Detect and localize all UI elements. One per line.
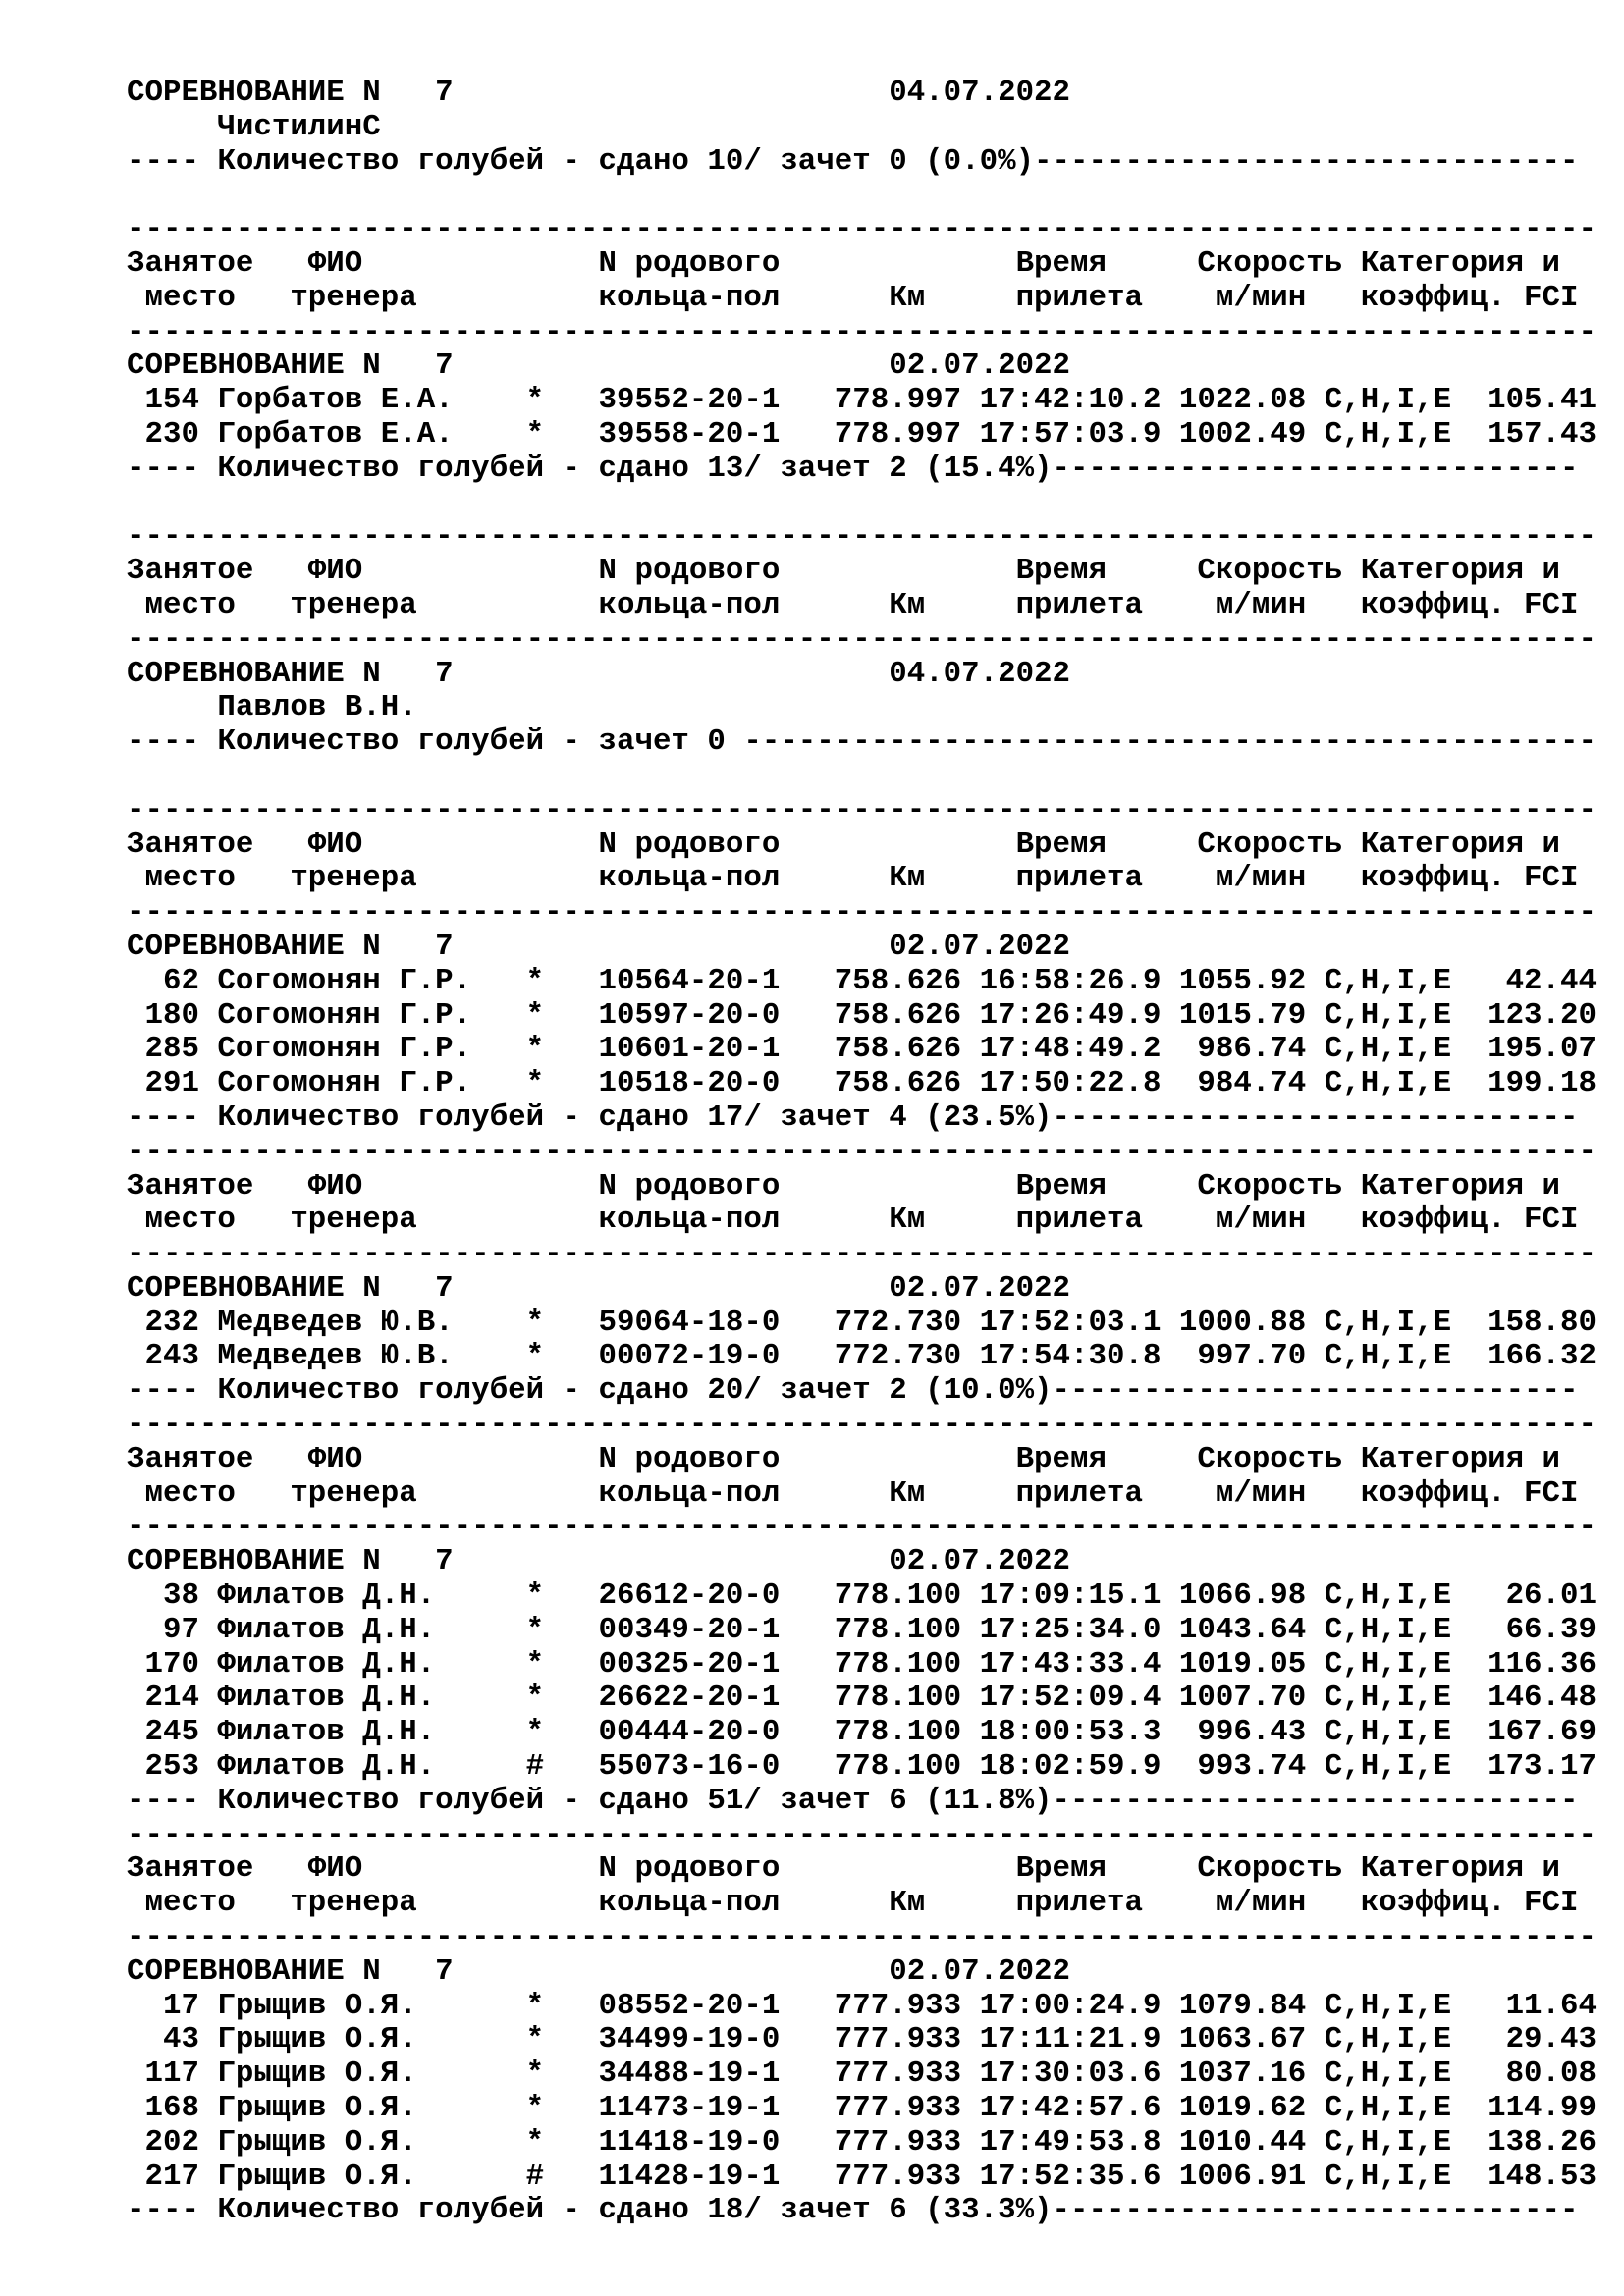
- report-line: место тренера кольца-пол Км прилета м/мин коэффиц. FCI: [127, 280, 1579, 315]
- report-line: СОРЕВНОВАНИЕ N 7 02.07.2022: [127, 1953, 1071, 1989]
- report-line: место тренера кольца-пол Км прилета м/мин коэффиц. FCI: [127, 1202, 1579, 1238]
- report-line: ---------------------------------------------------------------------------------: [127, 1134, 1597, 1169]
- report-line: ---------------------------------------------------------------------------------: [127, 1408, 1597, 1443]
- report-line: ---- Количество голубей - сдано 51/ зачет 6 (11.8%)-----------------------------: [127, 1783, 1579, 1818]
- report-line: ---------------------------------------------------------------------------------: [127, 621, 1597, 657]
- report-line: 291 Согомонян Г.Р. * 10518-20-0 758.626 17:50:22.8 984.74 C,H,I,E 199.18: [127, 1066, 1597, 1101]
- report-line: 243 Медведев Ю.В. * 00072-19-0 772.730 17:54:30.8 997.70 C,H,I,E 166.32: [127, 1339, 1597, 1374]
- report-line: 285 Согомонян Г.Р. * 10601-20-1 758.626 17:48:49.2 986.74 C,H,I,E 195.07: [127, 1032, 1597, 1067]
- report-line: Занятое ФИО N родового Время Скорость Категория и: [127, 827, 1561, 862]
- report-line: 154 Горбатов Е.А. * 39552-20-1 778.997 17:42:10.2 1022.08 C,H,I,E 105.41: [127, 383, 1597, 418]
- report-line: ---------------------------------------------------------------------------------: [127, 1237, 1597, 1272]
- report-line: 253 Филатов Д.Н. # 55073-16-0 778.100 18:02:59.9 993.74 C,H,I,E 173.17: [127, 1749, 1597, 1785]
- report-line: ---- Количество голубей - зачет 0 -----------------------------------------------: [127, 724, 1597, 760]
- report-line: ---------------------------------------------------------------------------------: [127, 1510, 1597, 1545]
- report-line: СОРЕВНОВАНИЕ N 7 02.07.2022: [127, 348, 1071, 384]
- report-line: 43 Грыщив О.Я. * 34499-19-0 777.933 17:11:21.9 1063.67 C,H,I,E 29.43: [127, 2022, 1597, 2057]
- report-line: ---------------------------------------------------------------------------------: [127, 792, 1597, 828]
- report-line: 38 Филатов Д.Н. * 26612-20-0 778.100 17:09:15.1 1066.98 C,H,I,E 26.01: [127, 1578, 1597, 1614]
- report-line: 202 Грыщив О.Я. * 11418-19-0 777.933 17:49:53.8 1010.44 C,H,I,E 138.26: [127, 2124, 1597, 2160]
- report-line: [127, 760, 1597, 794]
- report-line: место тренера кольца-пол Км прилета м/мин коэффиц. FCI: [127, 1475, 1579, 1511]
- report-line: 170 Филатов Д.Н. * 00325-20-1 778.100 17:43:33.4 1019.05 C,H,I,E 116.36: [127, 1646, 1597, 1682]
- report-line: 17 Грыщив О.Я. * 08552-20-1 777.933 17:00:24.9 1079.84 C,H,I,E 11.64: [127, 1988, 1597, 2023]
- report-line: место тренера кольца-пол Км прилета м/мин коэффиц. FCI: [127, 861, 1579, 896]
- report-line: ---------------------------------------------------------------------------------: [127, 314, 1597, 349]
- report-line: ---- Количество голубей - сдано 20/ зачет 2 (10.0%)-----------------------------: [127, 1373, 1579, 1409]
- report-line: Занятое ФИО N родового Время Скорость Категория и: [127, 1851, 1561, 1887]
- report-line: [127, 487, 1597, 521]
- report-line: ---- Количество голубей - сдано 13/ зачет 2 (15.4%)-----------------------------: [127, 451, 1579, 486]
- report-line: 245 Филатов Д.Н. * 00444-20-0 778.100 18:00:53.3 996.43 C,H,I,E 167.69: [127, 1715, 1597, 1750]
- results-report: [127, 77, 1597, 2228]
- report-line: место тренера кольца-пол Км прилета м/мин коэффиц. FCI: [127, 587, 1579, 622]
- report-line: 180 Согомонян Г.Р. * 10597-20-0 758.626 17:26:49.9 1015.79 C,H,I,E 123.20: [127, 997, 1597, 1033]
- report-line: Занятое ФИО N родового Время Скорость Категория и: [127, 245, 1561, 281]
- report-line: 62 Согомонян Г.Р. * 10564-20-1 758.626 16:58:26.9 1055.92 C,H,I,E 42.44: [127, 963, 1597, 998]
- report-line: Занятое ФИО N родового Время Скорость Категория и: [127, 1441, 1561, 1476]
- report-line: [127, 179, 1597, 213]
- report-line: ---------------------------------------------------------------------------------: [127, 895, 1597, 931]
- report-line: 97 Филатов Д.Н. * 00349-20-1 778.100 17:25:34.0 1043.64 C,H,I,E 66.39: [127, 1612, 1597, 1647]
- report-line: 217 Грыщив О.Я. # 11428-19-1 777.933 17:52:35.6 1006.91 C,H,I,E 148.53: [127, 2159, 1597, 2194]
- report-line: место тренера кольца-пол Км прилета м/мин коэффиц. FCI: [127, 1886, 1579, 1921]
- report-line: 168 Грыщив О.Я. * 11473-19-1 777.933 17:42:57.6 1019.62 C,H,I,E 114.99: [127, 2091, 1597, 2126]
- report-line: СОРЕВНОВАНИЕ N 7 02.07.2022: [127, 929, 1071, 964]
- report-line: СОРЕВНОВАНИЕ N 7 04.07.2022: [127, 76, 1071, 110]
- report-line: СОРЕВНОВАНИЕ N 7 02.07.2022: [127, 1544, 1071, 1579]
- report-line: ---- Количество голубей - сдано 17/ зачет 4 (23.5%)-----------------------------: [127, 1099, 1579, 1135]
- report-line: ---------------------------------------------------------------------------------: [127, 1920, 1597, 1955]
- report-line: 230 Горбатов Е.А. * 39558-20-1 778.997 17:57:03.9 1002.49 C,H,I,E 157.43: [127, 416, 1597, 452]
- report-line: ---------------------------------------------------------------------------------: [127, 212, 1597, 247]
- report-line: СОРЕВНОВАНИЕ N 7 04.07.2022: [127, 656, 1071, 691]
- report-line: Павлов В.Н.: [127, 690, 417, 725]
- report-line: Занятое ФИО N родового Время Скорость Категория и: [127, 1168, 1561, 1203]
- report-line: ---------------------------------------------------------------------------------: [127, 519, 1597, 555]
- report-line: ЧистилинС: [127, 109, 381, 144]
- report-line: СОРЕВНОВАНИЕ N 7 02.07.2022: [127, 1270, 1071, 1306]
- report-line: 117 Грыщив О.Я. * 34488-19-1 777.933 17:30:03.6 1037.16 C,H,I,E 80.08: [127, 2056, 1597, 2092]
- report-line: Занятое ФИО N родового Время Скорость Категория и: [127, 554, 1561, 589]
- report-line: 214 Филатов Д.Н. * 26622-20-1 778.100 17:52:09.4 1007.70 C,H,I,E 146.48: [127, 1681, 1597, 1716]
- report-line: ---- Количество голубей - сдано 10/ зачет 0 (0.0%)------------------------------: [127, 143, 1579, 179]
- report-line: 232 Медведев Ю.В. * 59064-18-0 772.730 17:52:03.1 1000.88 C,H,I,E 158.80: [127, 1305, 1597, 1340]
- report-line: ---- Количество голубей - сдано 18/ зачет 6 (33.3%)-----------------------------: [127, 2193, 1579, 2228]
- report-line: ---------------------------------------------------------------------------------: [127, 1817, 1597, 1852]
